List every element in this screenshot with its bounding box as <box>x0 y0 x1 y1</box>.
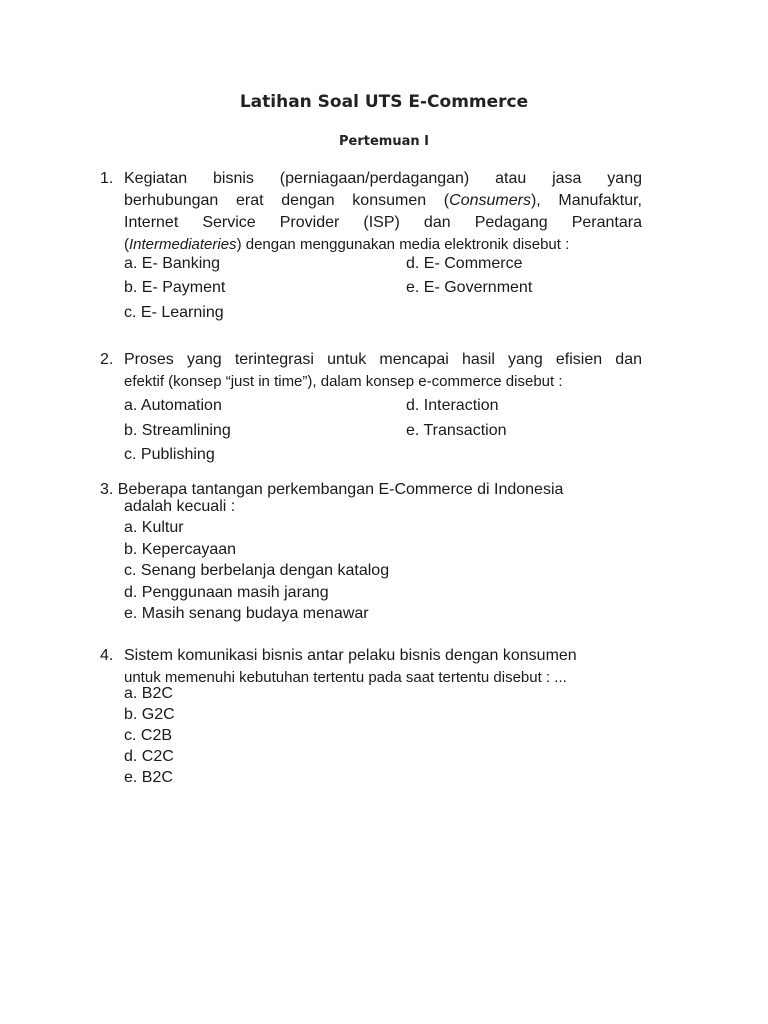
question-2-option-b: b. Streamlining <box>124 422 231 439</box>
question-1-text <box>124 168 642 256</box>
question-1-line-1: Kegiatan bisnis (perniagaan/perdagangan) atau jasa yang <box>124 170 642 187</box>
question-2-number: 2. <box>100 351 114 368</box>
question-3-option-c: c. Senang berbelanja dengan katalog <box>124 562 390 579</box>
question-4-line-2: untuk memenuhi kebutuhan tertentu pada saat tertentu disebut : ... <box>124 669 567 686</box>
question-2 <box>100 349 642 395</box>
question-3-option-e: e. Masih senang budaya menawar <box>124 605 369 622</box>
question-1-option-b: b. E- Payment <box>124 279 226 296</box>
page-subtitle: Pertemuan I <box>339 134 429 149</box>
question-1-option-c: c. E- Learning <box>124 304 224 321</box>
question-1-line-4: (Intermediateries) dengan menggunakan media elektronik disebut : <box>124 236 570 253</box>
question-2-option-d: d. Interaction <box>406 397 499 414</box>
question-4-option-c: c. C2B <box>124 727 173 744</box>
question-3-line-1: 3. Beberapa tantangan perkembangan E-Commerce di Indonesia <box>100 481 564 498</box>
question-3-line-2: adalah kecuali : <box>124 498 236 515</box>
page-title: Latihan Soal UTS E-Commerce <box>239 92 529 112</box>
question-4-option-a: a. B2C <box>124 685 173 702</box>
question-2-line-2: efektif (konsep “just in time”), dalam konsep e-commerce disebut : <box>124 373 563 390</box>
question-3-option-b: b. Kepercayaan <box>124 541 237 558</box>
question-2-option-e: e. Transaction <box>406 422 507 439</box>
question-1-option-e: e. E- Government <box>406 279 533 296</box>
question-3-option-d: d. Penggunaan masih jarang <box>124 584 329 601</box>
question-4-option-d: d. C2C <box>124 748 174 765</box>
question-1 <box>100 168 642 258</box>
question-2-option-c: c. Publishing <box>124 446 215 463</box>
question-1-option-d: d. E- Commerce <box>406 255 523 272</box>
question-3-option-a: a. Kultur <box>124 519 184 536</box>
question-4-line-1: Sistem komunikasi bisnis antar pelaku bisnis dengan konsumen <box>124 647 577 664</box>
question-4-option-b: b. G2C <box>124 706 175 723</box>
question-2-option-a: a. Automation <box>124 397 222 414</box>
question-4-number: 4. <box>100 647 114 664</box>
question-1-option-a: a. E- Banking <box>124 255 221 272</box>
question-2-text <box>124 349 642 393</box>
question-1-line-2: berhubungan erat dengan konsumen (Consumers), Manufaktur, <box>124 192 643 209</box>
question-2-line-1: Proses yang terintegrasi untuk mencapai hasil yang efisien dan <box>124 351 642 368</box>
question-4-option-e: e. B2C <box>124 769 173 786</box>
question-1-number: 1. <box>100 170 114 187</box>
question-1-line-3: Internet Service Provider (ISP) dan Pedagang Perantara <box>124 214 642 231</box>
